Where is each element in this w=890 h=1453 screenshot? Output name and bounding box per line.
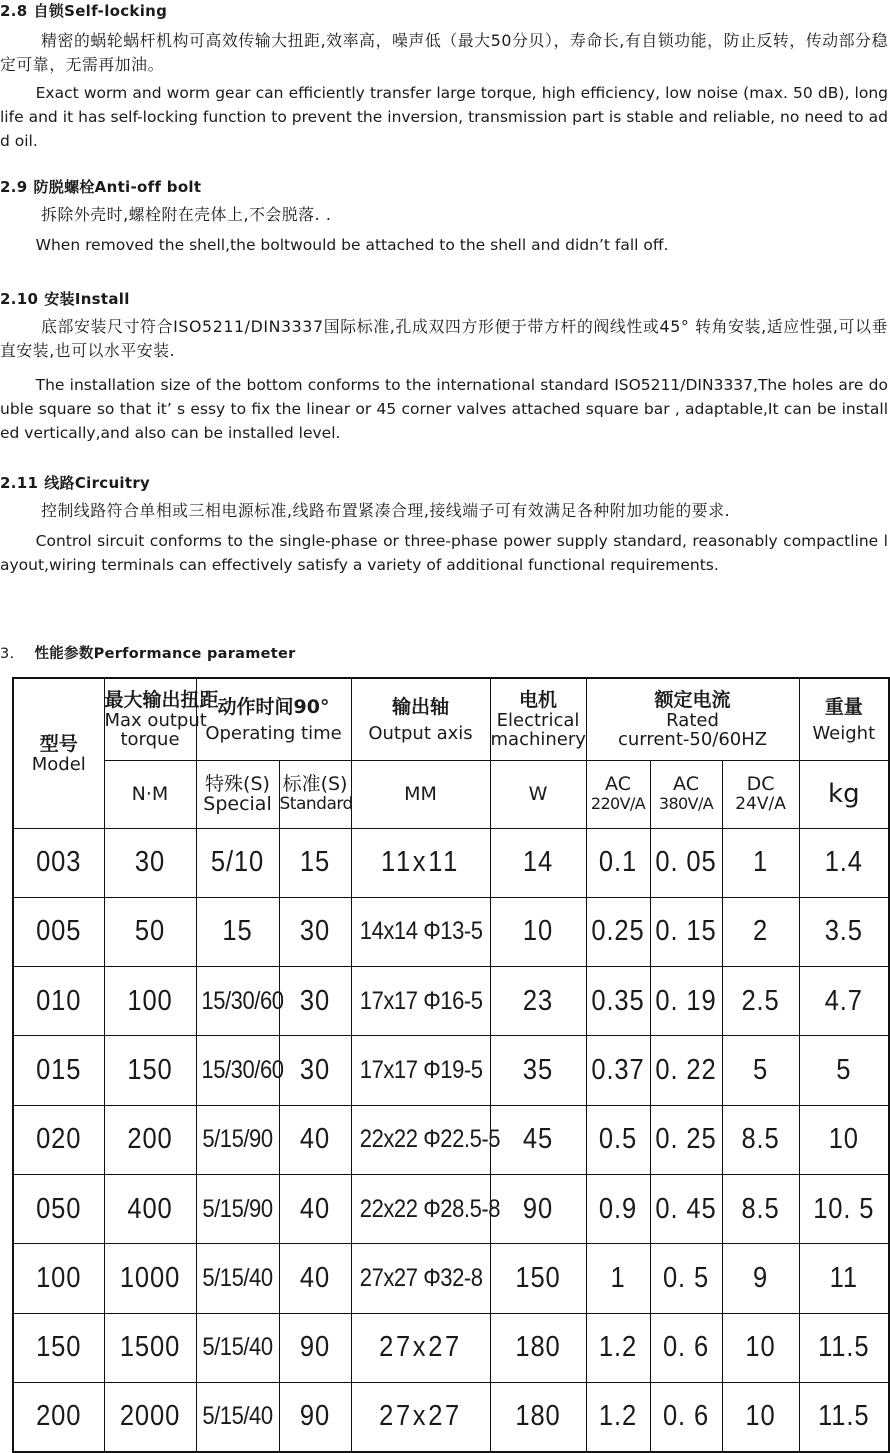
cell-motor-power: 180 — [496, 1382, 580, 1451]
cell-time-special: 5/15/40 — [201, 1313, 274, 1382]
cell-time-standard: 30 — [283, 967, 346, 1036]
cell-motor-power: 10 — [496, 897, 580, 966]
cell-torque: 2000 — [110, 1382, 191, 1451]
section-2-8-en-paragraph: Exact worm and worm gear can efficiently transfer large torque, high efficiency, low noise (max. 50 dB), long life and it has self-locking function to prevent the inversion, transmission part is stable and reliable, no need to add oil. — [0, 84, 888, 150]
cell-current-ac380: 0. 45 — [654, 1174, 717, 1243]
cell-current-dc24: 10 — [727, 1313, 795, 1382]
cell-weight: 11.5 — [804, 1382, 883, 1451]
cell-torque: 400 — [110, 1174, 191, 1243]
cell-current-ac220: 1.2 — [590, 1313, 646, 1382]
table-row — [13, 1174, 889, 1243]
header-torque: 最大输出扭距 Max output torque — [104, 678, 196, 760]
table-row — [13, 1036, 889, 1105]
unit-dc24: DC 24V/A — [722, 760, 799, 828]
section-2-9-heading — [0, 176, 201, 197]
cell-torque: 150 — [110, 1036, 191, 1105]
unit-standard: 标准(S) Standard — [279, 760, 351, 828]
section-2-10-en-paragraph: The installation size of the bottom conforms to the international standard ISO5211/DIN3337,The holes are double square so that it’ s essy to fix the linear or 45 corner valves attached square bar , adaptable,It can be installed vertically,and also can be installed level. — [0, 376, 888, 442]
header-rated-current: 额定电流 Rated current-50/60HZ — [586, 678, 799, 760]
cell-current-ac380: 0. 25 — [654, 1105, 717, 1174]
cell-weight: 1.4 — [804, 828, 883, 897]
unit-special: 特殊(S) Special — [196, 760, 279, 828]
cell-time-special: 5/15/40 — [201, 1244, 274, 1313]
cell-current-dc24: 2.5 — [727, 967, 795, 1036]
unit-ac380: AC 380V/A — [650, 760, 722, 828]
cell-model: 003 — [18, 828, 98, 897]
cell-motor-power: 14 — [496, 828, 580, 897]
cell-current-dc24: 10 — [727, 1382, 795, 1451]
cell-motor-power: 180 — [496, 1313, 580, 1382]
cell-motor-power: 23 — [496, 967, 580, 1036]
section-number: 3. — [0, 646, 15, 662]
header-output-axis: 输出轴 Output axis — [351, 678, 490, 760]
cell-model: 200 — [18, 1382, 98, 1451]
header-operating-time: 动作时间90° Operating time — [196, 678, 351, 760]
cell-current-ac220: 1 — [590, 1244, 646, 1313]
cell-weight: 11.5 — [804, 1313, 883, 1382]
cell-model: 100 — [18, 1244, 98, 1313]
section-2-9-zh-paragraph: 拆除外壳时,螺栓附在壳体上,不会脱落. . — [41, 205, 332, 224]
table-row — [13, 1244, 889, 1313]
table-row — [13, 1313, 889, 1382]
cell-current-ac220: 0.9 — [590, 1174, 646, 1243]
cell-time-special: 15/30/60 — [201, 967, 274, 1036]
cell-torque: 200 — [110, 1105, 191, 1174]
cell-time-special: 5/15/90 — [201, 1105, 274, 1174]
cell-model: 010 — [18, 967, 98, 1036]
cell-time-standard: 40 — [283, 1174, 346, 1243]
table-body — [13, 828, 889, 1452]
cell-weight: 4.7 — [804, 967, 883, 1036]
section-2-11-en-paragraph: Control sircuit conforms to the single-phase or three-phase power supply standard, reasonably compactline layout,wiring terminals can effectively satisfy a variety of additional functional requirements. — [0, 532, 888, 574]
section-2-11-heading — [0, 472, 150, 493]
cell-current-ac220: 0.1 — [590, 828, 646, 897]
cell-weight: 10. 5 — [804, 1174, 883, 1243]
performance-heading — [0, 642, 296, 663]
cell-current-dc24: 9 — [727, 1244, 795, 1313]
cell-weight: 3.5 — [804, 897, 883, 966]
cell-weight: 11 — [804, 1244, 883, 1313]
cell-model: 015 — [18, 1036, 98, 1105]
section-2-8-zh-paragraph: 精密的蜗轮蜗杆机构可高效传输大扭距,效率高，噪声低（最大50分贝），寿命长,有自锁功能，防止反转，传动部分稳定可靠，无需再加油。 — [0, 31, 888, 74]
section-number: 2.10 — [0, 290, 39, 308]
section-title: 安装Install — [44, 290, 130, 308]
cell-current-dc24: 5 — [727, 1036, 795, 1105]
performance-table — [12, 677, 890, 1453]
cell-current-dc24: 1 — [727, 828, 795, 897]
section-number: 2.8 — [0, 2, 28, 20]
cell-current-ac380: 0. 22 — [654, 1036, 717, 1105]
cell-output-axis: 22x22 Φ28.5-8 — [359, 1174, 481, 1243]
header-weight: 重量 Weight — [799, 678, 889, 760]
cell-time-special: 15 — [201, 897, 274, 966]
section-2-11-zh-paragraph: 控制线路符合单相或三相电源标准,线路布置紧凑合理,接线端子可有效满足各种附加功能的要求. — [41, 501, 731, 520]
cell-output-axis: 27x27 — [359, 1382, 481, 1451]
section-2-8-heading — [0, 0, 167, 21]
cell-current-dc24: 8.5 — [727, 1105, 795, 1174]
cell-current-ac380: 0. 6 — [654, 1313, 717, 1382]
section-title: 自锁Self-locking — [33, 2, 168, 20]
cell-time-standard: 30 — [283, 1036, 346, 1105]
section-number: 2.11 — [0, 474, 39, 492]
cell-current-ac380: 0. 6 — [654, 1382, 717, 1451]
cell-time-standard: 40 — [283, 1244, 346, 1313]
header-motor: 电机 Electrical machinery — [490, 678, 586, 760]
cell-time-special: 15/30/60 — [201, 1036, 274, 1105]
cell-model: 020 — [18, 1105, 98, 1174]
cell-torque: 100 — [110, 967, 191, 1036]
cell-current-ac380: 0. 19 — [654, 967, 717, 1036]
unit-axis: MM — [351, 760, 490, 828]
cell-output-axis: 17x17 Φ19-5 — [359, 1036, 481, 1105]
cell-time-standard: 90 — [283, 1313, 346, 1382]
cell-current-ac380: 0. 15 — [654, 897, 717, 966]
header-model: 型号 Model — [13, 678, 104, 828]
cell-current-ac220: 0.25 — [590, 897, 646, 966]
cell-torque: 1500 — [110, 1313, 191, 1382]
section-2-9-en-paragraph: When removed the shell,the boltwould be attached to the shell and didn’t fall off. — [35, 236, 669, 254]
cell-motor-power: 90 — [496, 1174, 580, 1243]
cell-current-ac220: 0.5 — [590, 1105, 646, 1174]
cell-time-standard: 90 — [283, 1382, 346, 1451]
cell-current-ac380: 0. 05 — [654, 828, 717, 897]
cell-output-axis: 17x17 Φ16-5 — [359, 967, 481, 1036]
section-title: 防脱螺栓Anti-off bolt — [33, 178, 202, 196]
cell-model: 050 — [18, 1174, 98, 1243]
cell-time-special: 5/15/90 — [201, 1174, 274, 1243]
table-row — [13, 828, 889, 897]
cell-model: 150 — [18, 1313, 98, 1382]
cell-current-ac380: 0. 5 — [654, 1244, 717, 1313]
table-row — [13, 1105, 889, 1174]
table-header-row — [13, 678, 889, 760]
unit-weight: kg — [799, 760, 889, 828]
unit-motor: W — [490, 760, 586, 828]
cell-torque: 1000 — [110, 1244, 191, 1313]
cell-torque: 30 — [110, 828, 191, 897]
cell-weight: 10 — [804, 1105, 883, 1174]
table-row — [13, 897, 889, 966]
table-row — [13, 967, 889, 1036]
cell-torque: 50 — [110, 897, 191, 966]
unit-ac220: AC 220V/A — [586, 760, 650, 828]
cell-model: 005 — [18, 897, 98, 966]
cell-motor-power: 35 — [496, 1036, 580, 1105]
section-2-10-zh-paragraph: 底部安装尺寸符合ISO5211/DIN3337国际标准,孔成双四方形便于带方杆的阀线性或45° 转角安装,适应性强,可以垂直安装,也可以水平安装. — [0, 317, 888, 360]
cell-current-ac220: 0.35 — [590, 967, 646, 1036]
section-number: 2.9 — [0, 178, 28, 196]
cell-weight: 5 — [804, 1036, 883, 1105]
section-title: 性能参数Performance parameter — [34, 646, 296, 662]
cell-current-dc24: 2 — [727, 897, 795, 966]
cell-output-axis: 14x14 Φ13-5 — [359, 897, 481, 966]
table-row — [13, 1382, 889, 1451]
table-unit-row — [13, 760, 889, 828]
cell-motor-power: 45 — [496, 1105, 580, 1174]
cell-time-standard: 30 — [283, 897, 346, 966]
cell-time-special: 5/10 — [201, 828, 274, 897]
cell-output-axis: 11x11 — [359, 828, 481, 897]
cell-time-standard: 40 — [283, 1105, 346, 1174]
section-title: 线路Circuitry — [44, 474, 151, 492]
section-2-10-heading — [0, 288, 130, 309]
cell-time-special: 5/15/40 — [201, 1382, 274, 1451]
cell-current-dc24: 8.5 — [727, 1174, 795, 1243]
cell-output-axis: 27x27 — [359, 1313, 481, 1382]
cell-current-ac220: 0.37 — [590, 1036, 646, 1105]
cell-motor-power: 150 — [496, 1244, 580, 1313]
cell-output-axis: 22x22 Φ22.5-5 — [359, 1105, 481, 1174]
cell-current-ac220: 1.2 — [590, 1382, 646, 1451]
cell-time-standard: 15 — [283, 828, 346, 897]
unit-torque: N·M — [104, 760, 196, 828]
cell-output-axis: 27x27 Φ32-8 — [359, 1244, 481, 1313]
